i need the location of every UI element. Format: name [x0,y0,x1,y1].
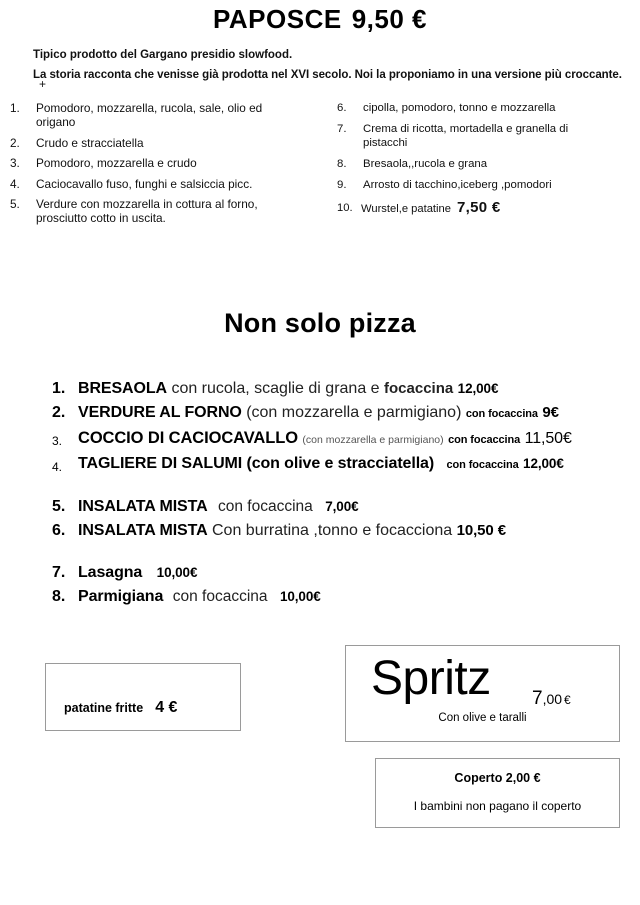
item-number: 8. [52,588,66,605]
spritz-currency: € [564,693,571,707]
item-text: Pomodoro, mozzarella, rucola, sale, olio ed [36,101,263,115]
item-name: INSALATA MISTA [78,522,208,539]
item-text-line2: origano [36,115,76,129]
item-number: 8. [337,158,347,170]
patatine-inner [64,699,177,717]
item-text: Pomodoro, mozzarella e crudo [36,156,197,170]
paposce-intro-line-2: La storia racconta che venisse già prodotta nel XVI secolo. Noi la proponiamo in una versione più croccante. [33,69,622,81]
item-text: Verdure con mozzarella in cottura al forno, [36,197,258,211]
item-paren-note: (con mozzarella e parmigiano) [302,434,444,446]
item-text: Arrosto di tacchino,iceberg ,pomodori [363,179,552,191]
item-price: 11,50€ [524,430,572,447]
item-number: 4. [10,176,20,191]
paposce-heading [0,4,640,35]
item-number: 6. [337,102,347,114]
item-text: Crudo e stracciatella [36,135,144,150]
item-number: 1. [52,380,66,397]
list-item [52,496,622,518]
list-item [10,136,320,150]
item-number: 7. [52,564,66,581]
coperto-box [375,758,620,828]
list-item [52,562,622,584]
list-item-wurstel [337,201,637,216]
spritz-price [532,688,571,710]
coperto-title: Coperto 2,00 € [454,771,541,785]
list-item [52,520,622,542]
item-price: 10,00€ [156,565,198,580]
non-solo-pizza-heading: Non solo pizza [224,308,416,338]
item-number: 2. [10,135,20,150]
list-item [52,378,622,400]
list-item [337,157,637,171]
item-price: 9€ [542,404,559,421]
item-number: 3. [10,156,20,170]
paposce-list-right-column [337,101,637,223]
patatine-label: patatine fritte [64,701,144,715]
spritz-box [345,645,620,742]
list-item [10,101,320,129]
item-desc: Con burratina ,tonno e focacciona [212,522,453,539]
item-number: 1. [10,101,20,115]
item-name: BRESAOLA [78,380,167,397]
list-item [10,177,320,191]
spritz-price-decimal: ,00 [542,691,563,707]
list-item [10,197,320,225]
item-price: 7,00€ [325,499,359,514]
item-name: TAGLIERE DI SALUMI (con olive e stracciatella) [78,455,435,472]
item-number: 5. [52,498,66,515]
paposce-list-left-column [10,101,320,232]
item-number: 9. [337,179,347,191]
item-focaccina-note: focaccina [384,380,454,397]
spritz-price-integer: 7 [532,688,543,709]
list-item [52,586,622,608]
item-text: Wurstel,e patatine [361,203,451,215]
item-price: 10,00€ [279,589,321,604]
coperto-subtitle: I bambini non pagano il coperto [413,799,582,813]
spritz-name: Spritz [371,652,491,705]
item-number: 2. [52,404,66,421]
item-price: 12,00€ [523,456,564,471]
paposce-intro-line-1: Tipico prodotto del Gargano presidio slowfood. [33,49,293,61]
item-number: 4. [52,460,63,474]
list-item [10,156,320,170]
item-number: 6. [52,522,66,539]
item-number: 7. [337,123,347,135]
paposce-price: 9,50 € [351,4,427,34]
item-name: COCCIO DI CACIOCAVALLO [78,429,298,447]
item-focaccina-note: con focaccina [448,434,521,446]
item-price: 7,50 € [456,199,501,216]
item-price: 12,00€ [457,381,499,396]
patatine-fritte-box [45,663,241,731]
list-item [337,101,637,115]
item-desc: (con mozzarella e parmigiano) [246,404,462,421]
item-desc: con rucola, scaglie di grana e [171,380,380,397]
non-solo-pizza-list [52,378,622,610]
patatine-price: 4 € [155,699,178,716]
item-price: 10,50 € [456,522,506,539]
item-focaccina-note: con focaccina [465,408,538,420]
item-text: Bresaola,,rucola e grana [363,158,488,170]
item-text-line2: pistacchi [363,137,408,149]
list-item [52,402,622,425]
stray-plus-mark: + [39,77,47,91]
list-item [337,178,637,192]
paposce-list [0,101,640,253]
item-desc: con focaccina [172,588,268,605]
item-number: 3. [52,434,63,448]
item-name: Parmigiana [78,588,164,605]
item-name: VERDURE AL FORNO [78,404,242,421]
item-focaccina-note: con focaccina [446,459,519,471]
item-desc: con focaccina [218,498,313,515]
paposce-title-text: PAPOSCE [212,4,342,34]
item-number: 5. [10,197,20,211]
list-item [52,453,622,476]
item-text-line2: prosciutto cotto in uscita. [36,211,166,225]
item-name: INSALATA MISTA [78,498,208,515]
item-name: Lasagna [78,564,143,581]
list-item [52,427,622,451]
spritz-subtitle: Con olive e taralli [438,712,527,724]
item-text: Crema di ricotta, mortadella e granella di [363,123,569,135]
list-item [337,122,637,150]
item-text: Caciocavallo fuso, funghi e salsiccia picc. [36,176,253,191]
item-number: 10. [337,202,353,214]
item-text: cipolla, pomodoro, tonno e mozzarella [363,102,556,114]
